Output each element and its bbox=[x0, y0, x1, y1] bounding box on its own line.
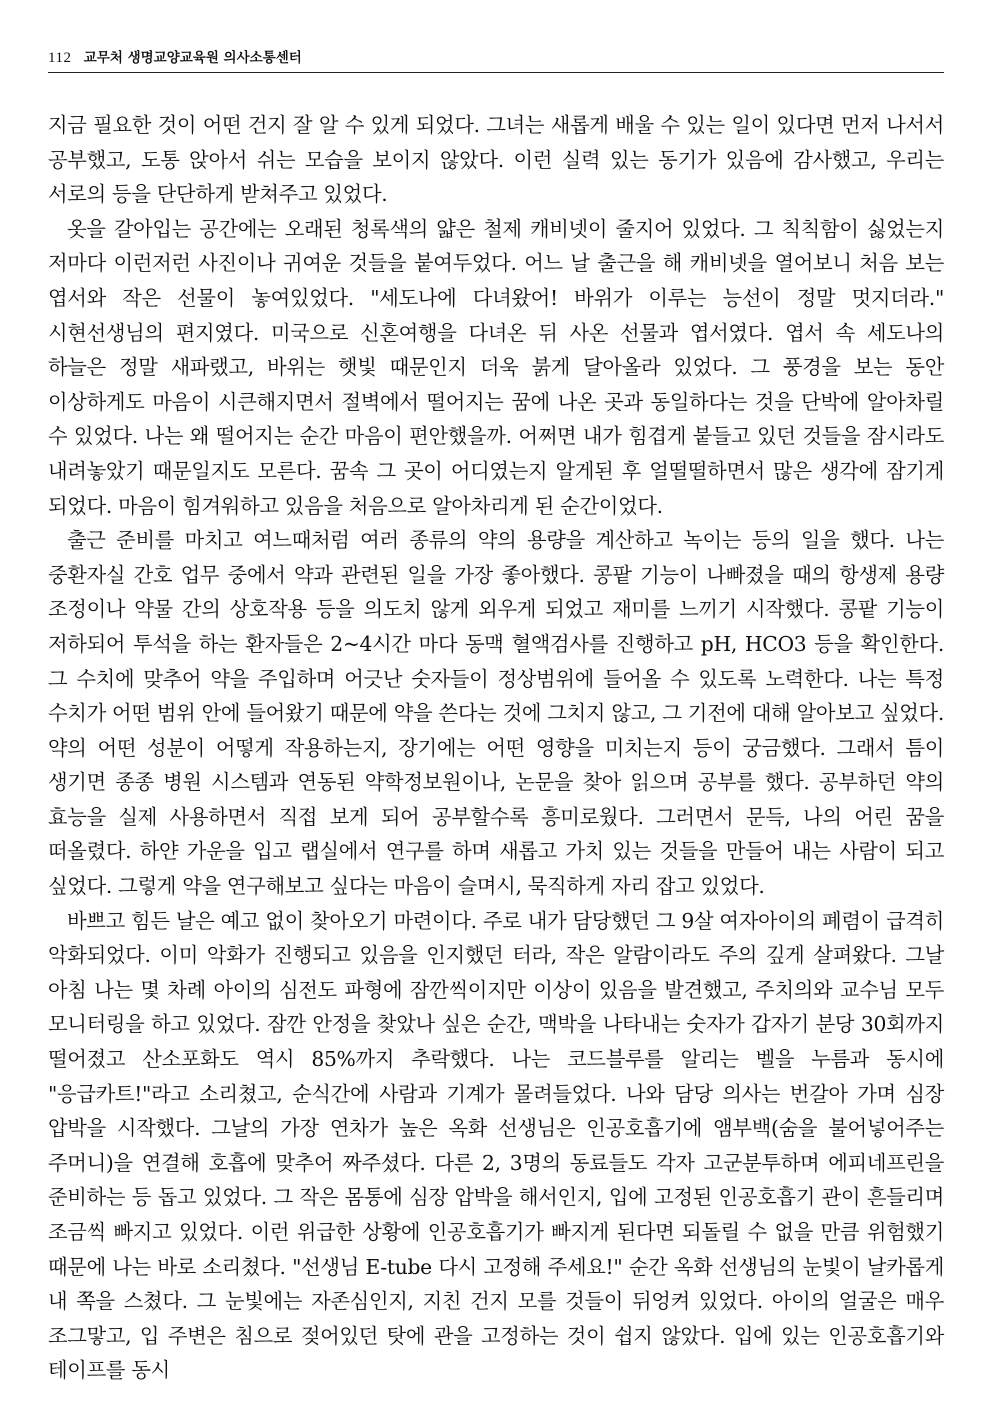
paragraph: 지금 필요한 것이 어떤 건지 잘 알 수 있게 되었다. 그녀는 새롭게 배울 수 있는 일이 있다면 먼저 나서서 공부했고, 도통 앉아서 쉬는 모습을 보이지 않았다. 이런 실력 있는 동기가 있음에 감사했고, 우리는 서로의 등을 단단하게 받쳐주고 있었다. bbox=[48, 113, 944, 207]
header-title: 교무처 생명교양교육원 의사소통센터 bbox=[83, 50, 302, 66]
running-header bbox=[48, 44, 944, 73]
body-text bbox=[48, 108, 944, 1388]
paragraph: 옷을 갈아입는 공간에는 오래된 청록색의 얇은 철제 캐비넷이 줄지어 있었다. 그 칙칙함이 싫었는지 저마다 이런저런 사진이나 귀여운 것들을 붙여두었다. 어느 날 출근을 해 캐비넷을 열어보니 처음 보는 엽서와 작은 선물이 놓여있었다. "세도나에 다녀왔어! 바위가 이루는 능선이 정말 멋지더라." 시현선생님의 편지였다. 미국으로 신혼여행을 다녀온 뒤 사온 선물과 엽서였다. 엽서 속 세도나의 하늘은 정말 새파랬고, 바위는 햇빛 때문인지 더욱 붉게 달아올라 있었다. 그 풍경을 보는 동안 이상하게도 마음이 시큰해지면서 절벽에서 떨어지는 꿈에 나온 곳과 동일하다는 것을 단박에 알아차릴 수 있었다. 나는 왜 떨어지는 순간 마음이 편안했을까. 어쩌면 내가 힘겹게 붙들고 있던 것들을 잠시라도 내려놓았기 때문일지도 모른다. 꿈속 그 곳이 어디였는지 알게된 후 얼떨떨하면서 많은 생각에 잠기게 되었다. 마음이 힘겨워하고 있음을 처음으로 알아차리게 된 순간이었다. bbox=[48, 216, 944, 518]
paragraph: 바쁘고 힘든 날은 예고 없이 찾아오기 마련이다. 주로 내가 담당했던 그 9살 여자아이의 폐렴이 급격히 악화되었다. 이미 악화가 진행되고 있음을 인지했던 터라, 작은 알람이라도 주의 깊게 살펴왔다. 그날 아침 나는 몇 차례 아이의 심전도 파형에 잠깐씩이지만 이상이 있음을 발견했고, 주치의와 교수님 모두 모니터링을 하고 있었다. 잠깐 안정을 찾았나 싶은 순간, 맥박을 나타내는 숫자가 갑자기 분당 30회까지 떨어졌고 산소포화도 역시 85%까지 추락했다. 나는 코드블루를 알리는 벨을 누름과 동시에 "응급카트!"라고 소리쳤고, 순식간에 사람과 기계가 몰려들었다. 나와 담당 의사는 번갈아 가며 심장 압박을 시작했다. 그날의 가장 연차가 높은 옥화 선생님은 인공호흡기에 앰부백(숨을 불어넣어주는 주머니)을 연결해 호흡에 맞추어 짜주셨다. 다른 2, 3명의 동료들도 각자 고군분투하며 에피네프린을 준비하는 등 돕고 있었다. 그 작은 몸통에 심장 압박을 해서인지, 입에 고정된 인공호흡기 관이 흔들리며 조금씩 빠지고 있었다. 이런 위급한 상황에 인공호흡기가 빠지게 된다면 되돌릴 수 없을 만큼 위험했기 때문에 나는 바로 소리쳤다. "선생님 E-tube 다시 고정해 주세요!" 순간 옥화 선생님의 눈빛이 날카롭게 내 쪽을 스쳤다. 그 눈빛에는 자존심인지, 지친 건지 모를 것들이 뒤엉켜 있었다. 아이의 얼굴은 매우 조그맣고, 입 주변은 침으로 젖어있던 탓에 관을 고정하는 것이 쉽지 않았다. 입에 있는 인공호흡기와 테이프를 동시 bbox=[48, 908, 944, 1383]
paragraph: 출근 준비를 마치고 여느때처럼 여러 종류의 약의 용량을 계산하고 녹이는 등의 일을 했다. 나는 중환자실 간호 업무 중에서 약과 관련된 일을 가장 좋아했다. 콩팥 기능이 나빠졌을 때의 항생제 용량 조정이나 약물 간의 상호작용 등을 의도치 않게 외우게 되었고 재미를 느끼기 시작했다. 콩팥 기능이 저하되어 투석을 하는 환자들은 2~4시간 마다 동맥 혈액검사를 진행하고 pH, HCO3 등을 확인한다. 그 수치에 맞추어 약을 주입하며 어긋난 숫자들이 정상범위에 들어올 수 있도록 노력한다. 나는 특정 수치가 어떤 범위 안에 들어왔기 때문에 약을 쓴다는 것에 그치지 않고, 그 기전에 대해 알아보고 싶었다. 약의 어떤 성분이 어떻게 작용하는지, 장기에는 어떤 영향을 미치는지 등이 궁금했다. 그래서 틈이 생기면 종종 병원 시스템과 연동된 약학정보원이나, 논문을 찾아 읽으며 공부를 했다. 공부하던 약의 효능을 실제 사용하면서 직접 보게 되어 공부할수록 흥미로웠다. 그러면서 문득, 나의 어린 꿈을 떠올렸다. 하얀 가운을 입고 랩실에서 연구를 하며 새롭고 가치 있는 것들을 만들어 내는 사람이 되고 싶었다. 그렇게 약을 연구해보고 싶다는 마음이 슬며시, 묵직하게 자리 잡고 있었다. bbox=[48, 528, 944, 899]
page-number: 112 bbox=[48, 50, 72, 66]
